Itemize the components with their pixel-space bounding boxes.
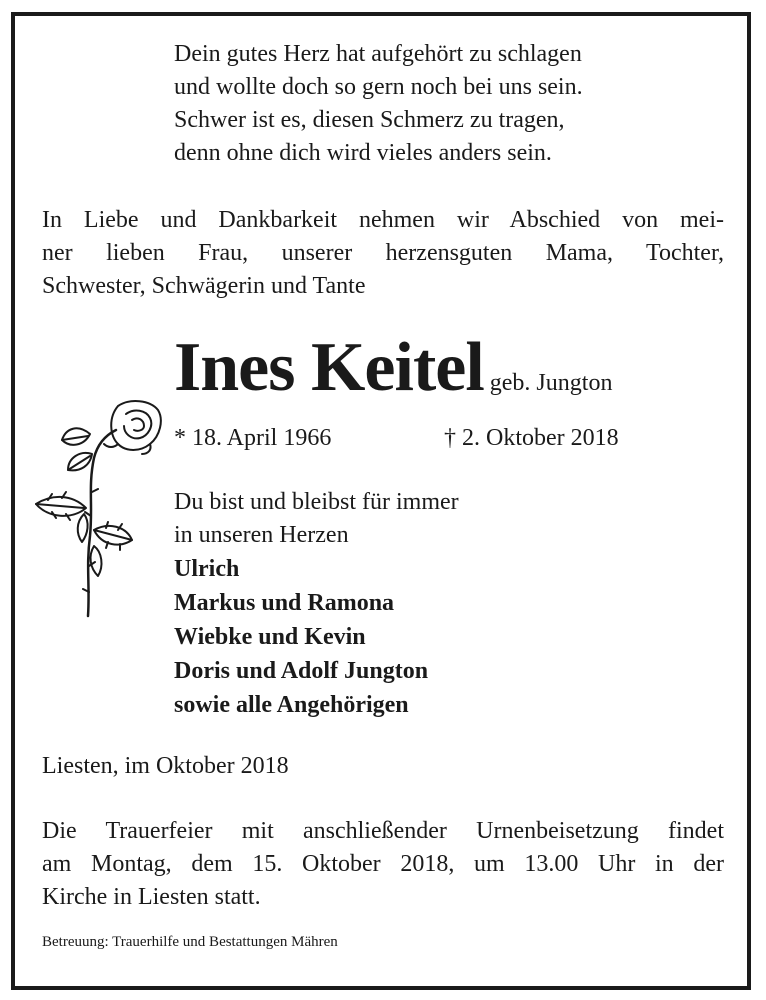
verse-line: Du bist und bleibst für immer	[174, 489, 459, 515]
poem-line: und wollte doch so gern noch bei uns sein.	[174, 74, 583, 100]
life-dates	[174, 422, 664, 455]
birth-date: * 18. April 1966	[174, 425, 332, 451]
intro-line: In Liebe und Dankbarkeit nehmen wir Abschied von mei-	[42, 207, 724, 233]
funeral-line: Kirche in Liesten statt.	[42, 884, 261, 910]
poem-line: Schwer ist es, diesen Schmerz zu tragen,	[174, 107, 565, 133]
poem	[174, 38, 583, 170]
funeral-line: am Montag, dem 15. Oktober 2018, um 13.00 Uhr in der	[42, 851, 724, 877]
mourner: Ulrich	[174, 556, 240, 582]
intro-line: ner lieben Frau, unserer herzensguten Mama, Tochter,	[42, 240, 724, 266]
rose-icon	[28, 396, 170, 622]
deceased-name-block	[174, 330, 612, 421]
intro-line: Schwester, Schwägerin und Tante	[42, 273, 366, 299]
place-date: Liesten, im Oktober 2018	[42, 753, 289, 779]
funeral-info	[42, 815, 724, 914]
verse-line: in unseren Herzen	[174, 522, 349, 548]
undertaker-credit: Betreuung: Trauerhilfe und Bestattungen Mähren	[42, 934, 338, 950]
mourner: sowie alle Angehörigen	[174, 692, 409, 718]
poem-line: denn ohne dich wird vieles anders sein.	[174, 140, 552, 166]
funeral-line: Die Trauerfeier mit anschließender Urnenbeisetzung findet	[42, 818, 724, 844]
mourner: Markus und Ramona	[174, 590, 395, 616]
deceased-name: Ines Keitel	[174, 329, 484, 406]
poem-line: Dein gutes Herz hat aufgehört zu schlagen	[174, 41, 582, 67]
death-date: † 2. Oktober 2018	[444, 425, 619, 451]
mourner: Doris und Adolf Jungton	[174, 658, 429, 684]
birth-name: geb. Jungton	[489, 370, 613, 396]
mourners-list	[174, 552, 428, 722]
intro-text	[42, 204, 724, 303]
mourner: Wiebke und Kevin	[174, 624, 366, 650]
memorial-verse	[174, 486, 459, 552]
